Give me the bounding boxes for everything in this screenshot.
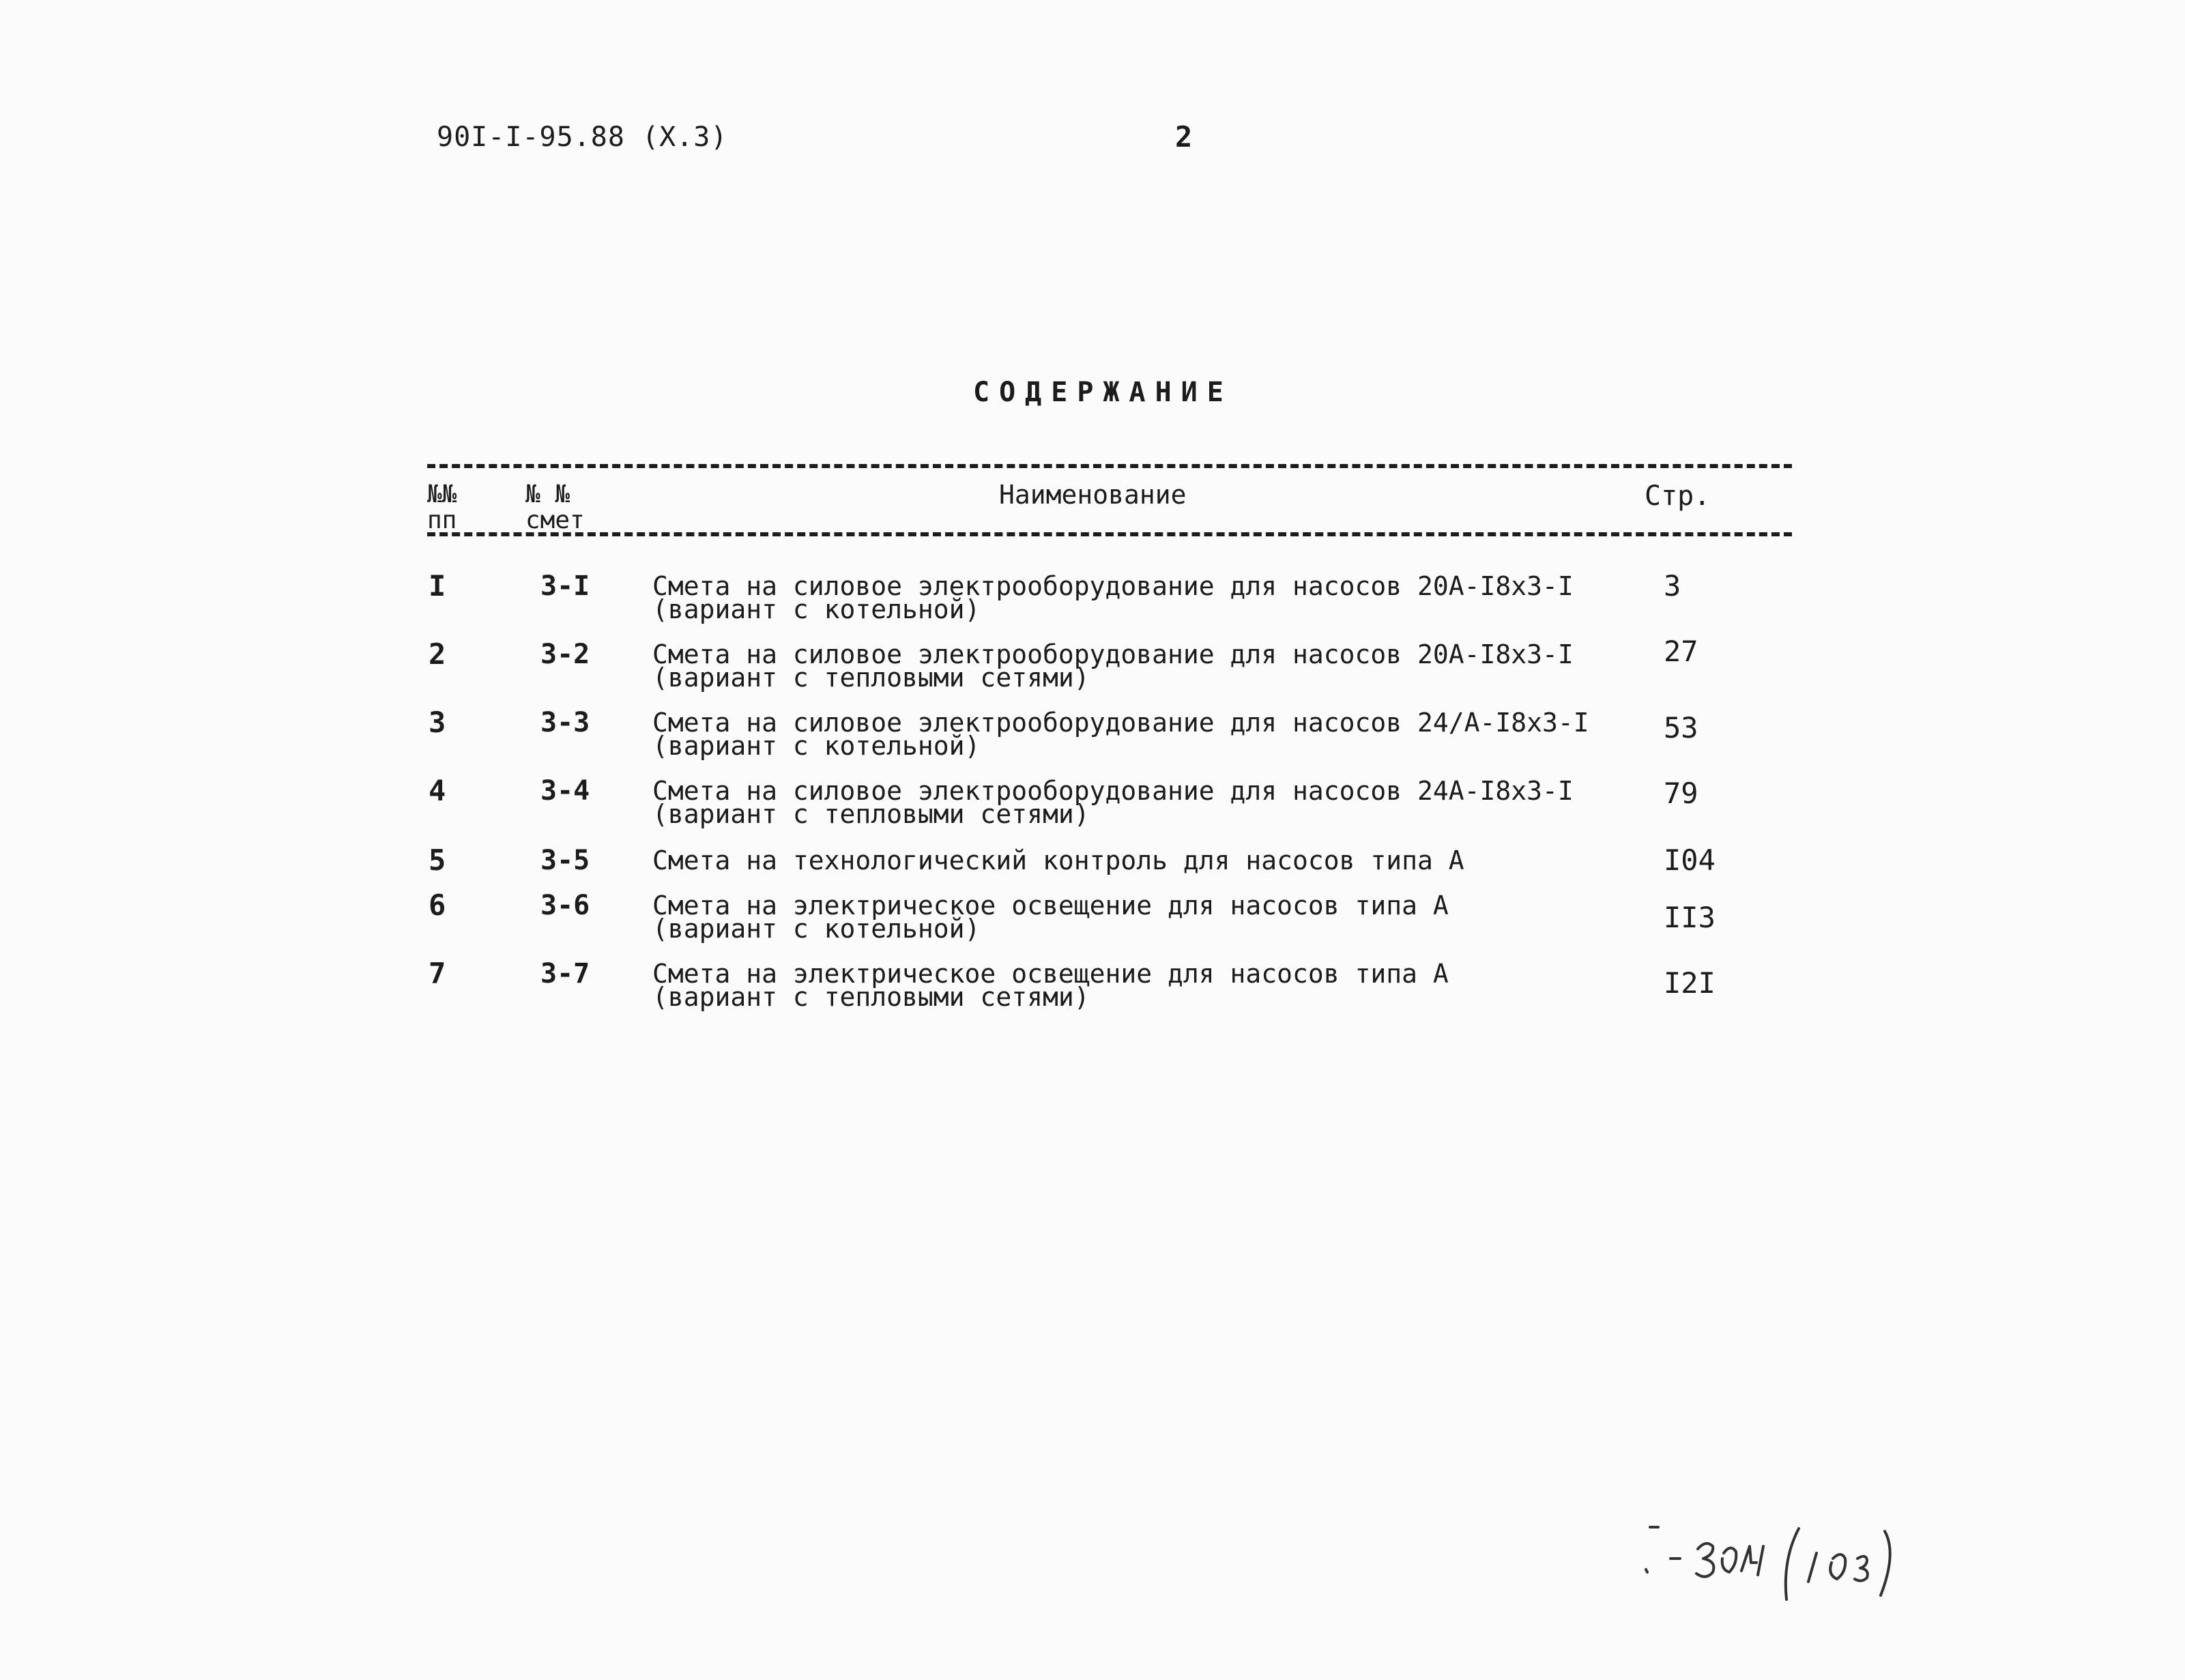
row-name-line1: Смета на электрическое освещение для насосов типа А [652,959,1449,989]
column-header-smet [525,482,585,534]
row-estimate-number: 3-7 [540,958,590,989]
column-header-name: Наименование [999,480,1187,510]
document-code: 90I-I-95.88 (X.3) [437,121,728,153]
row-number: 4 [429,774,446,807]
row-name-line1: Смета на силовое электрооборудование для насосов 20А-I8х3-I [652,639,1574,669]
row-number: I [429,569,446,603]
row-number: 3 [429,706,446,739]
handwritten-note [1638,1519,1924,1614]
row-number: 6 [429,888,446,922]
table-header-rule [427,532,1792,536]
row-page: I04 [1664,843,1716,877]
row-estimate-number: 3-5 [540,845,590,876]
column-header-pp [427,482,457,534]
row-number: 2 [429,637,446,671]
row-estimate-number: 3-6 [540,890,590,921]
contents-title: СОДЕРЖАНИЕ [973,377,1233,408]
row-name-line1: Смета на силовое электрооборудование для насосов 20А-I8х3-I [652,571,1574,601]
row-page: 3 [1664,569,1681,603]
row-estimate-number: 3-I [540,570,590,602]
column-header-pp-line2: пп [427,506,457,534]
column-header-pp-line1: №№ [427,480,457,508]
row-name [652,776,1574,829]
column-header-smet-line1: № № [525,480,570,508]
page-number: 2 [1175,120,1193,154]
row-name-line2: (вариант с тепловыми сетями) [652,663,1090,693]
row-estimate-number: 3-3 [540,707,590,738]
row-name [652,890,1449,944]
row-page: 53 [1664,711,1698,744]
row-name-line1: Смета на силовое электрооборудование для насосов 24/А-I8х3-I [652,708,1589,738]
row-name-line2: (вариант с котельной) [652,731,981,761]
row-page: II3 [1664,901,1716,934]
row-number: 5 [429,843,446,877]
column-header-smet-line2: смет [525,506,585,534]
row-name [652,571,1574,624]
row-name-line2: (вариант с тепловыми сетями) [652,799,1090,829]
column-header-page: Стр. [1645,480,1711,512]
row-name-line1: Смета на технологический контроль для насосов типа А [652,845,1464,875]
row-name-line1: Смета на силовое электрооборудование для насосов 24А-I8х3-I [652,776,1574,806]
row-name [652,845,1464,875]
row-estimate-number: 3-2 [540,639,590,670]
row-name [652,639,1574,693]
row-name-line2: (вариант с котельной) [652,594,981,624]
row-page: I2I [1664,966,1716,1000]
row-page: 79 [1664,777,1698,810]
row-name-line2: (вариант с тепловыми сетями) [652,982,1090,1012]
row-name-line1: Смета на электрическое освещение для насосов типа А [652,890,1449,921]
row-number: 7 [429,957,446,990]
table-top-rule [427,464,1792,468]
row-name [652,708,1589,761]
row-estimate-number: 3-4 [540,775,590,807]
row-page: 27 [1664,635,1698,668]
row-name [652,959,1449,1012]
row-name-line2: (вариант с котельной) [652,914,981,944]
